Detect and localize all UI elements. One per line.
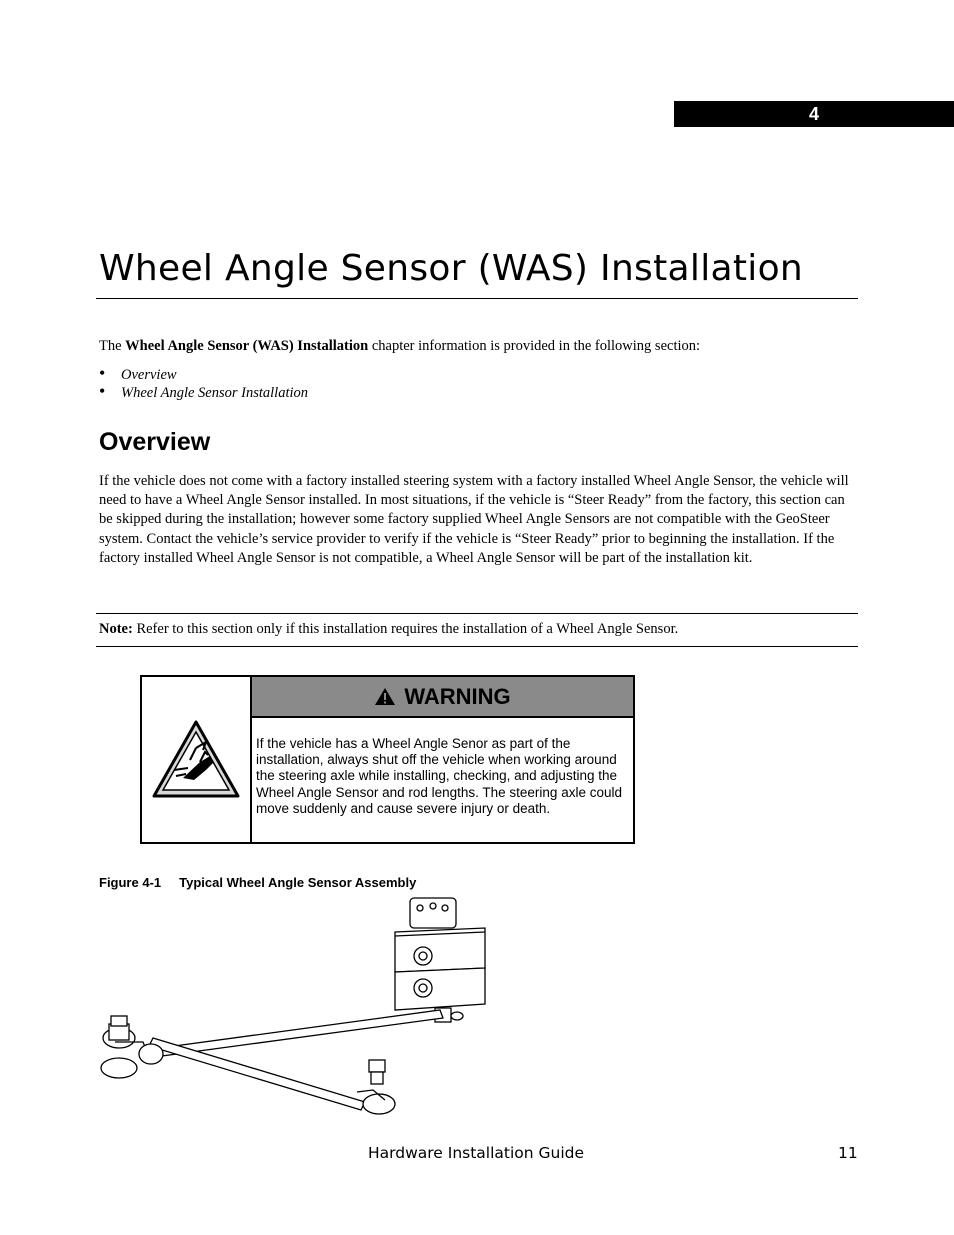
wheel-angle-sensor-illustration (95, 892, 495, 1124)
title-divider (96, 298, 858, 299)
list-item (99, 381, 308, 402)
figure-number: Figure 4-1 (99, 875, 162, 890)
list-item-label: Wheel Angle Sensor Installation (121, 385, 308, 401)
note-label: Note: (99, 621, 133, 637)
hand-crush-hazard-icon (150, 718, 242, 802)
warning-title: WARNING (404, 683, 511, 709)
footer-page-number: 11 (838, 1144, 858, 1162)
warning-icon-cell (142, 677, 252, 842)
figure-title: Typical Wheel Angle Sensor Assembly (179, 875, 417, 890)
list-item (99, 363, 308, 384)
warning-header (252, 677, 633, 718)
intro-prefix: The (99, 338, 126, 354)
list-item-label: Overview (121, 367, 177, 383)
intro-paragraph (99, 338, 700, 355)
page-title: Wheel Angle Sensor (WAS) Installation (99, 248, 804, 289)
section-list (99, 363, 308, 402)
bullet-icon: • (99, 381, 106, 401)
warning-text: If the vehicle has a Wheel Angle Senor as part of the installation, always shut off the vehicle when working around the steering axle while installing, checking, and adjusting the Wheel Angle Sensor and rod lengths. The steering axle could move suddenly and cause severe injury or death. (256, 736, 622, 816)
overview-paragraph: If the vehicle does not come with a factory installed steering system with a factory installed Wheel Angle Sensor, the vehicle will need to have a Wheel Angle Sensor installed. In most situations, if the vehicle is “Steer Ready” from the factory, this section can be skipped during the installation; however some factory supplied Wheel Angle Sensors are not compatible with the GeoSteer system. Contact the vehicle’s service provider to verify if the vehicle is “Steer Ready” prior to beginning the installation. If the factory installed Wheel Angle Sensor is not compatible, a Wheel Angle Sensor will be part of the installation kit. (99, 473, 849, 566)
intro-suffix: chapter information is provided in the following section: (368, 338, 701, 354)
bullet-icon: • (99, 363, 106, 383)
note (99, 621, 678, 638)
footer-guide-title: Hardware Installation Guide (368, 1144, 585, 1162)
chapter-number-tab: 4 (674, 101, 954, 127)
note-bottom-rule (96, 646, 858, 647)
note-text: Refer to this section only if this installation requires the installation of a Wheel Angle Sensor. (132, 621, 679, 637)
section-heading-overview: Overview (99, 428, 211, 456)
warning-triangle-icon (374, 687, 396, 706)
warning-box (140, 675, 635, 844)
figure-caption (99, 875, 416, 890)
note-top-rule (96, 613, 858, 614)
intro-bold-chapter: Wheel Angle Sensor (WAS) Installation (125, 338, 369, 354)
